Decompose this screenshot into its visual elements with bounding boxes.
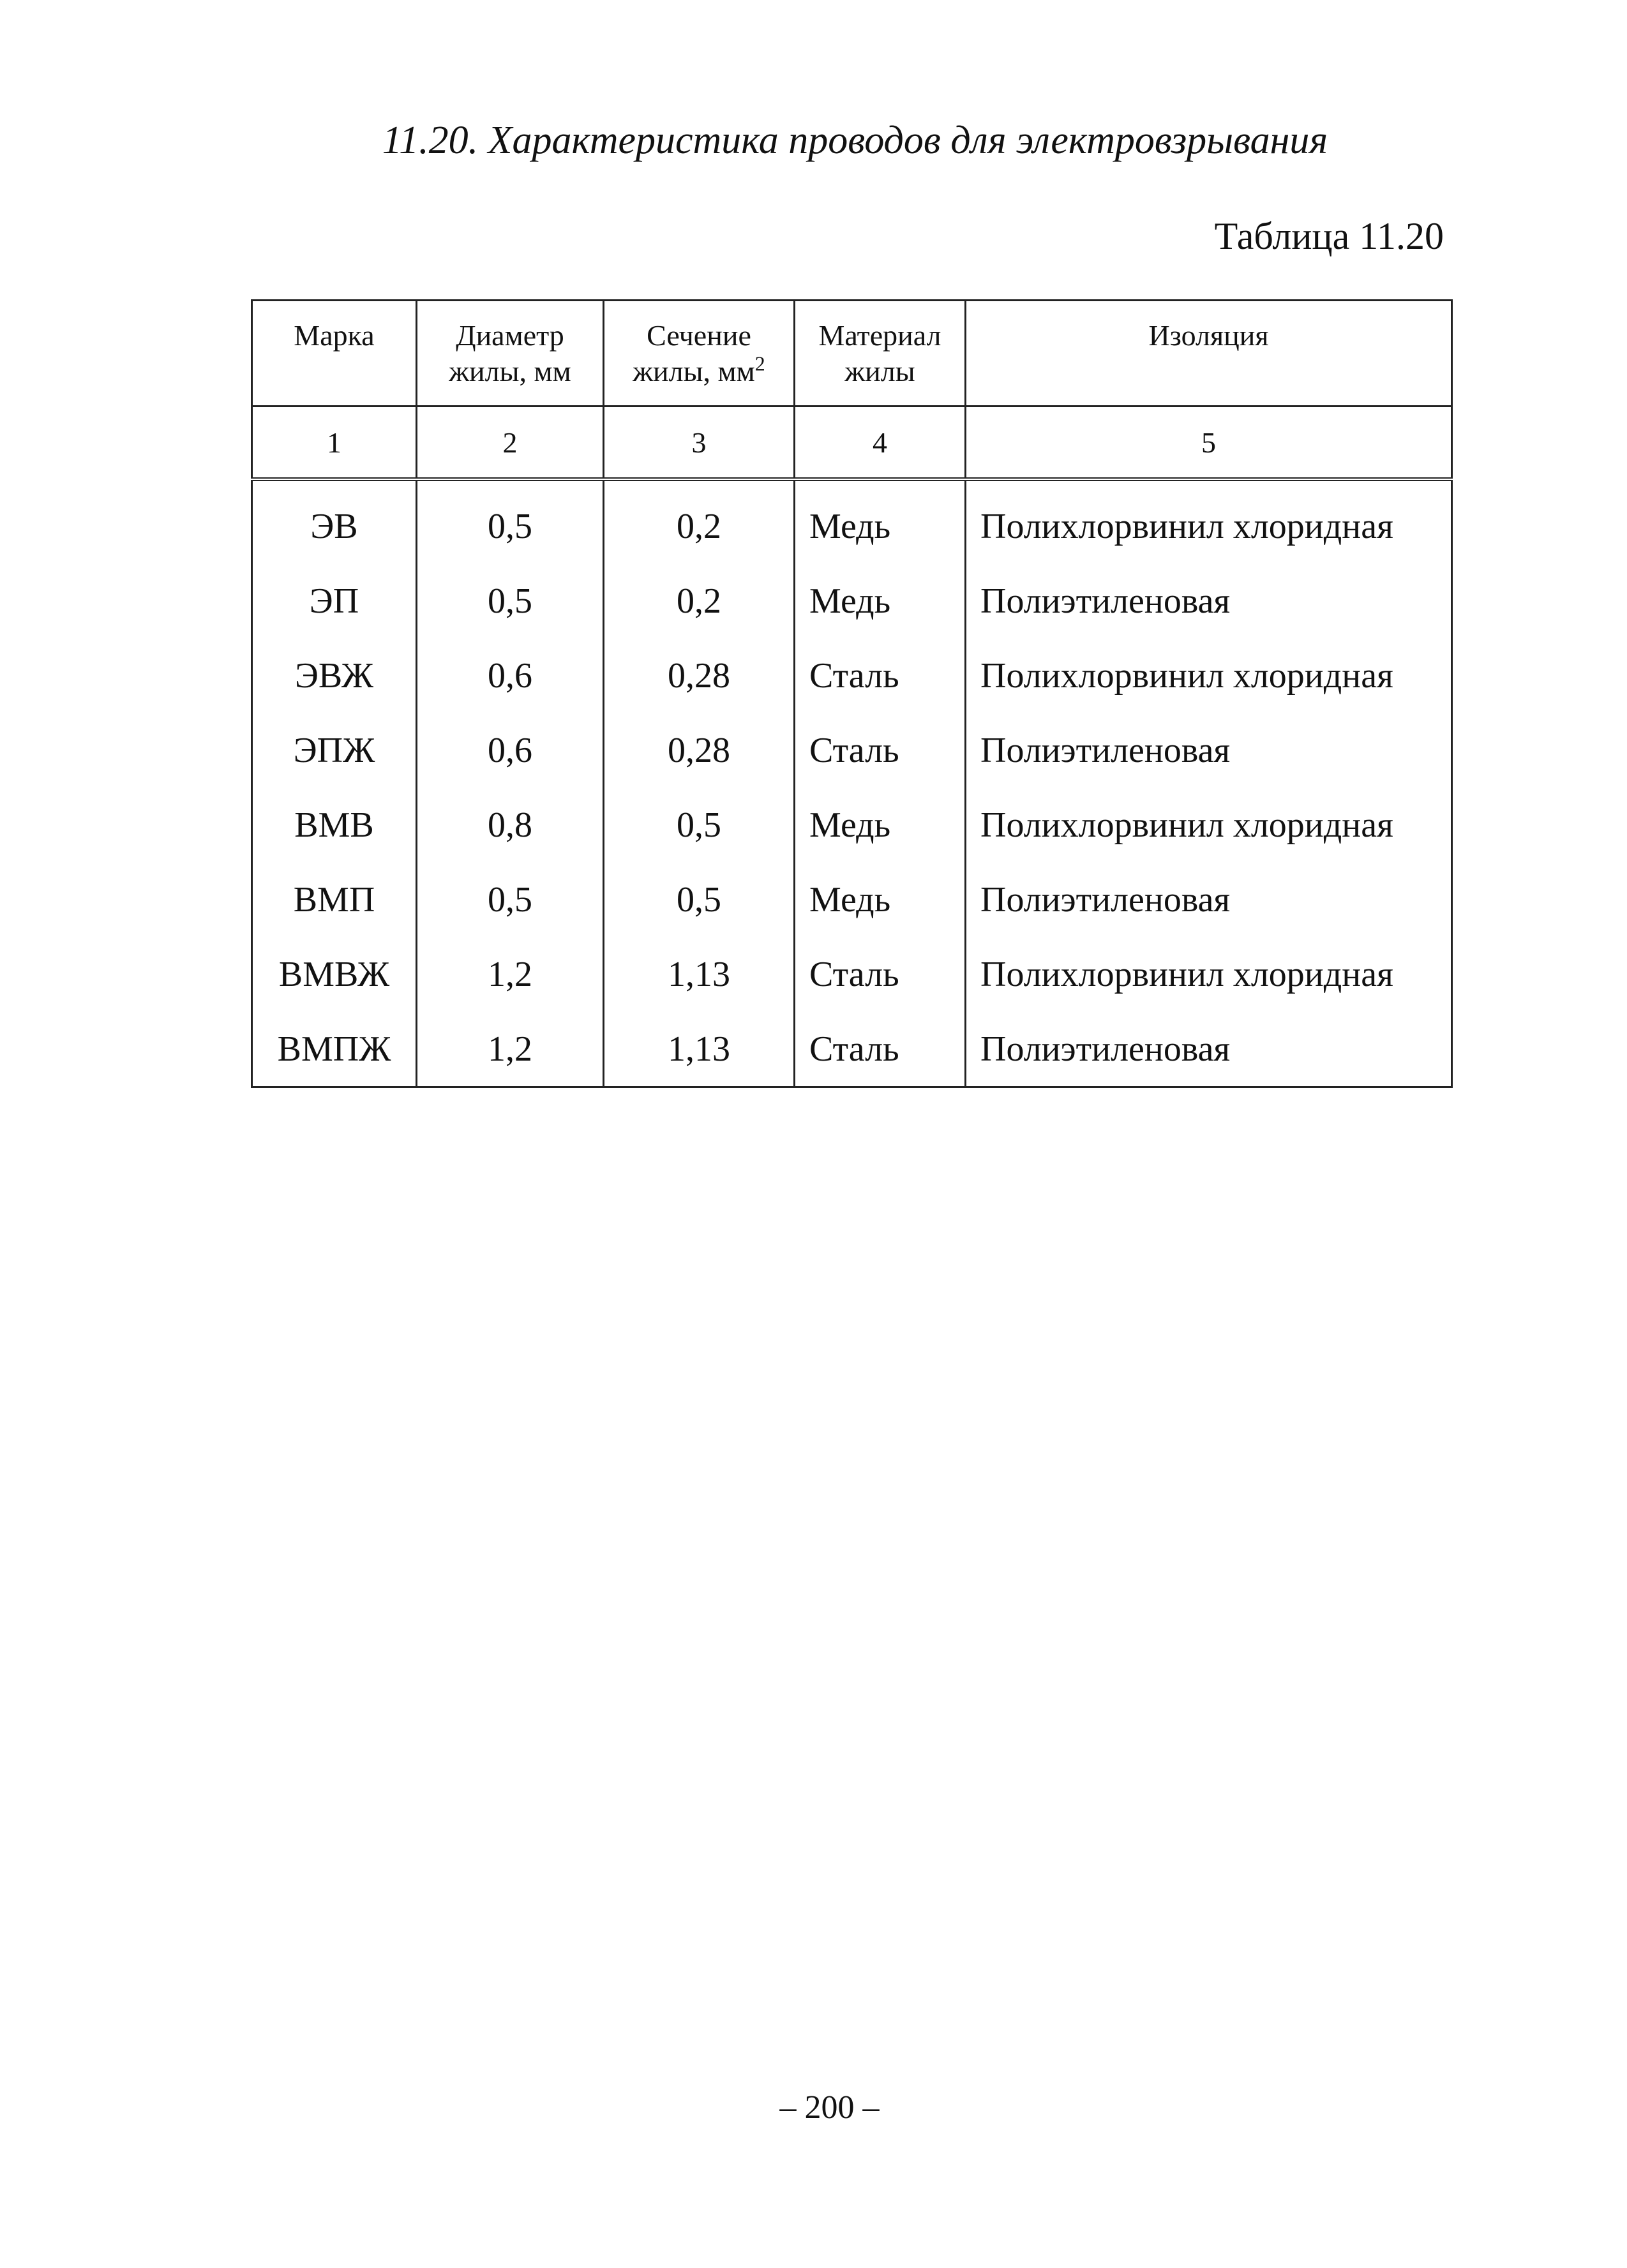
column-number: 5 <box>966 407 1452 480</box>
header-diameter: Диаметр жилы, мм <box>417 301 604 407</box>
cell-material: Сталь <box>795 1011 966 1087</box>
header-row <box>252 301 1452 407</box>
cell-diameter: 1,2 <box>417 1011 604 1087</box>
header-marka: Марка <box>252 301 417 407</box>
cell-marka: ЭПЖ <box>252 713 417 787</box>
cell-marka: ВМВ <box>252 787 417 862</box>
cell-section: 0,2 <box>604 563 795 638</box>
cell-material: Сталь <box>795 638 966 713</box>
table-row <box>252 638 1452 713</box>
column-number: 4 <box>795 407 966 480</box>
table-row <box>252 787 1452 862</box>
cell-section: 1,13 <box>604 937 795 1011</box>
table-row <box>252 862 1452 937</box>
cell-section: 0,5 <box>604 862 795 937</box>
cell-marka: ВМПЖ <box>252 1011 417 1087</box>
cell-section: 0,28 <box>604 638 795 713</box>
cell-insulation: Полихлорвинил хлоридная <box>966 638 1452 713</box>
cell-material: Медь <box>795 787 966 862</box>
wires-table <box>251 299 1453 1088</box>
cell-material: Медь <box>795 479 966 563</box>
cell-diameter: 0,8 <box>417 787 604 862</box>
cell-diameter: 0,5 <box>417 479 604 563</box>
column-number: 3 <box>604 407 795 480</box>
cell-diameter: 0,6 <box>417 638 604 713</box>
header-section <box>604 301 795 407</box>
cell-material: Сталь <box>795 937 966 1011</box>
cell-diameter: 1,2 <box>417 937 604 1011</box>
cell-marka: ВМВЖ <box>252 937 417 1011</box>
cell-section: 0,2 <box>604 479 795 563</box>
table-row <box>252 1011 1452 1087</box>
cell-material: Сталь <box>795 713 966 787</box>
cell-insulation: Полиэтиленовая <box>966 862 1452 937</box>
cell-insulation: Полихлорвинил хлоридная <box>966 787 1452 862</box>
header-section-text: Сечение жилы, мм <box>633 319 755 387</box>
cell-marka: ЭВЖ <box>252 638 417 713</box>
cell-section: 0,28 <box>604 713 795 787</box>
cell-insulation: Полихлорвинил хлоридная <box>966 479 1452 563</box>
cell-material: Медь <box>795 563 966 638</box>
table-row <box>252 713 1452 787</box>
section-heading: 11.20. Характеристика проводов для электровзрывания <box>382 119 1328 162</box>
column-number: 2 <box>417 407 604 480</box>
table-body <box>252 479 1452 1087</box>
header-material: Материал жилы <box>795 301 966 407</box>
cell-insulation: Полиэтиленовая <box>966 713 1452 787</box>
page-number: – 200 – <box>779 2089 880 2126</box>
cell-marka: ВМП <box>252 862 417 937</box>
table-label: Таблица 11.20 <box>1214 215 1444 257</box>
table-row <box>252 937 1452 1011</box>
cell-insulation: Полиэтиленовая <box>966 1011 1452 1087</box>
table-row <box>252 479 1452 563</box>
cell-diameter: 0,5 <box>417 563 604 638</box>
header-insulation: Изоляция <box>966 301 1452 407</box>
table-row <box>252 563 1452 638</box>
column-number: 1 <box>252 407 417 480</box>
cell-marka: ЭП <box>252 563 417 638</box>
cell-section: 0,5 <box>604 787 795 862</box>
cell-marka: ЭВ <box>252 479 417 563</box>
column-number-row <box>252 407 1452 480</box>
cell-insulation: Полихлорвинил хлоридная <box>966 937 1452 1011</box>
cell-diameter: 0,5 <box>417 862 604 937</box>
cell-material: Медь <box>795 862 966 937</box>
header-section-superscript: 2 <box>754 352 765 375</box>
cell-diameter: 0,6 <box>417 713 604 787</box>
cell-insulation: Полиэтиленовая <box>966 563 1452 638</box>
cell-section: 1,13 <box>604 1011 795 1087</box>
